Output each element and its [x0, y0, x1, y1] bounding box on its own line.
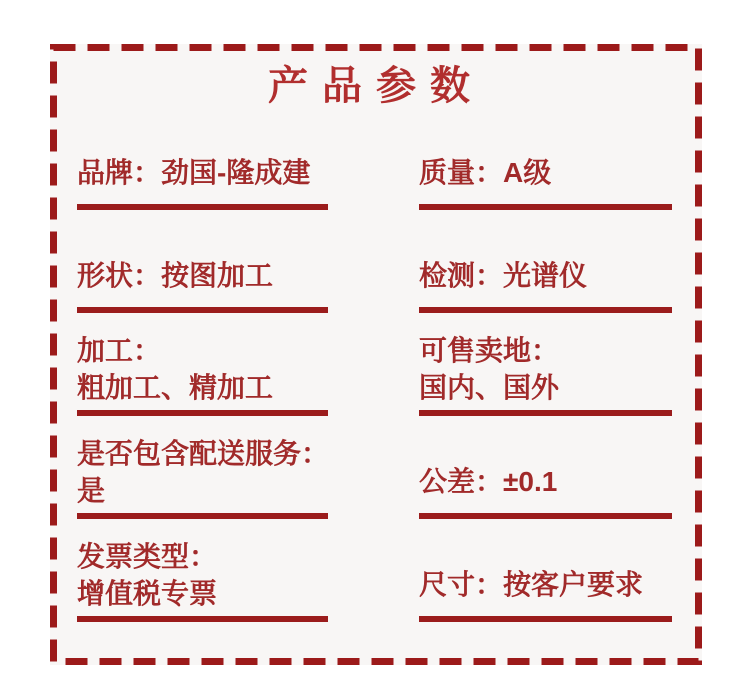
param-underline [77, 616, 328, 622]
param-cell [419, 519, 672, 622]
param-text: 可售卖地： 国内、国外 [419, 335, 560, 403]
param-text: 是否包含配送服务： 是 [77, 438, 330, 506]
param-cell [419, 313, 672, 416]
param-cell [77, 416, 328, 519]
param-underline [419, 616, 672, 622]
param-cell [77, 313, 328, 416]
param-cell [77, 210, 328, 313]
param-text: 形状：按图加工 [77, 260, 274, 291]
card-title: 产品参数 [268, 63, 484, 108]
param-cell [419, 210, 672, 313]
param-text: 质量：A级 [419, 157, 552, 188]
param-text: 加工： 粗加工、精加工 [77, 335, 274, 403]
param-cell [77, 107, 328, 210]
param-text: 公差：±0.1 [419, 466, 558, 497]
param-text: 发票类型： 增值税专票 [77, 541, 218, 609]
param-cell [419, 107, 672, 210]
product-parameters-card [50, 44, 702, 665]
param-text: 品牌：劲国-隆成建 [77, 157, 311, 188]
param-cell [77, 519, 328, 622]
param-cell [419, 416, 672, 519]
parameters-grid [50, 107, 702, 622]
param-text: 检测：光谱仪 [419, 260, 588, 291]
param-text: 尺寸：按客户要求 [419, 569, 644, 600]
